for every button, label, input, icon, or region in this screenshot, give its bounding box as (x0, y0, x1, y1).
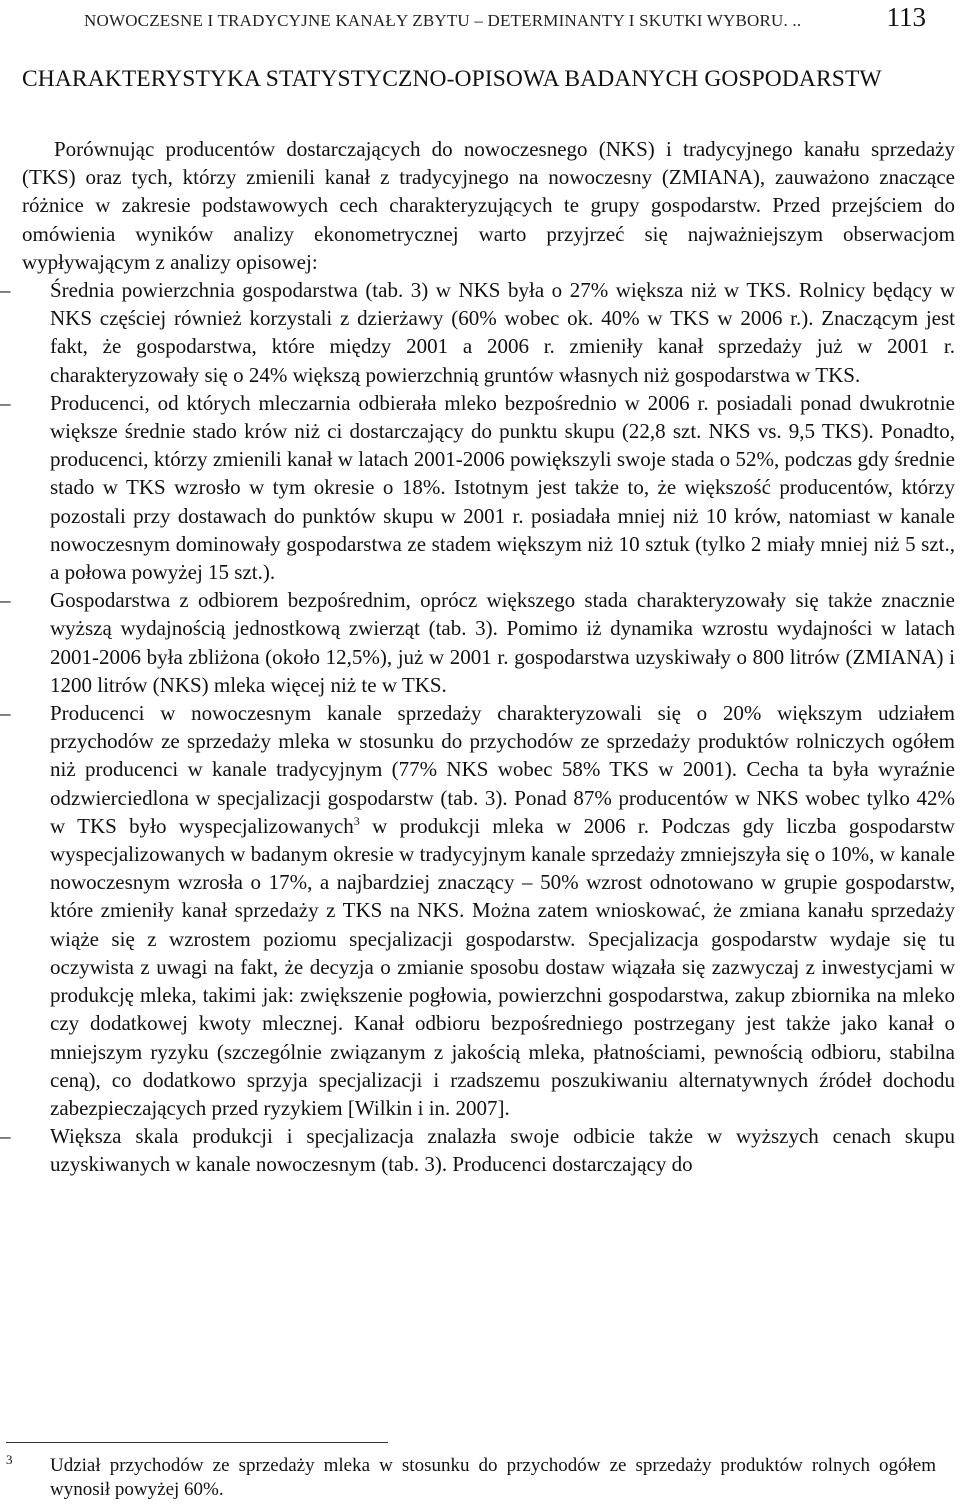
body-text (0, 135, 955, 1179)
footnote-text: Udział przychodów ze sprzedaży mleka w stosunku do przychodów ze sprzedaży produktów rolnych ogółem wynosił powyżej 60%. (50, 1455, 936, 1500)
list-dash: – (0, 1124, 11, 1149)
list-item-text-before-ref: Producenci w nowoczesnym kanale sprzedaży charakteryzowali się o 20% większym udziałem przychodów ze sprzedaży mleka w stosunku do przychodów ze sprzedaży produktów rolniczych ogółem niż producenci w kanale tradycyjnym (77% NKS wobec 58% TKS w 2001). Cecha ta była wyraźnie odzwierciedlona w specjalizacji gospodarstw (tab. 3). Ponad 87% producentów w NKS wobec tylko 42% w TKS było wyspecjalizowanych (50, 701, 955, 838)
running-title: NOWOCZESNE I TRADYCYJNE KANAŁY ZBYTU – DETERMINANTY I SKUTKI WYBORU. .. (84, 11, 802, 30)
list-item-text: Producenci, od których mleczarnia odbierała mleko bezpośrednio w 2006 r. posiadali ponad dwukrotnie większe średnie stado krów niż ci dostarczający do punktu skupu (22,8 szt. NKS vs. 9,5 TKS). Ponadto, producenci, którzy zmienili kanał w latach 2001-2006 powiększyli swoje stada o 52%, podczas gdy średnie stado w TKS wzrosło w tym okresie o 18%. Istotnym jest także to, że większość producentów, którzy pozostali przy dostawach do punktów skupu w 2001 r. posiadała mniej niż 10 krów, natomiast w kanale nowoczesnym dominowały gospodarstwa ze stadem większym niż 10 sztuk (tylko 2 miały mniej niż 5 szt., a połowa powyżej 15 szt.). (50, 390, 955, 585)
list-item-text-after-ref: w produkcji mleka w 2006 r. Podczas gdy liczba gospodarstw wyspecjalizowanych w badanym okresie w tradycyjnym kanale sprzedaży zmniejszyła się o 10%, w kanale nowoczesnym wzrosła o 17%, a najbardziej znaczący – 50% wzrost odnotowano w grupie gospodarstw, które zmieniły kanał sprzedaży z TKS na NKS. Można zatem wnioskować, że zmiana kanału sprzedaży wiąże się z wzrostem poziomu specjalizacji gospodarstw. Specjalizacja gospodarstw wydaje się tu oczywista z uwagi na fakt, że decyzja o zmianie sposobu dostaw wiązała się zazwyczaj z inwestycjami w produkcję mleka, takimi jak: zwiększenie pogłowia, powierzchni gospodarstwa, zakup zbiornika na mleko czy dodatkowej kwoty mlecznej. Kanał odbioru bezpośredniego postrzegany jest także jako kanał o mniejszym ryzyku (szczególnie związanym z jakością mleka, płatnościami, pewnością odbioru, stabilna ceną), co dodatkowo sprzyja specjalizacji i rzadszemu poszukiwaniu alternatywnych źródeł dochodu zabezpieczających przed ryzykiem [Wilkin i in. 2007]. (50, 813, 955, 1120)
list-dash: – (0, 390, 11, 415)
list-item-text: Średnia powierzchnia gospodarstwa (tab. 3) w NKS była o 27% większa niż w TKS. Rolnicy będący w NKS częściej również korzystali z dzierżawy (60% wobec ok. 40% w TKS w 2006 r.). Znaczącym jest fakt, że gospodarstwa, które między 2001 a 2006 r. zmieniły kanał sprzedaży już w 2001 r. charakteryzowały się o 24% większą powierzchnią gruntów własnych niż gospodarstwa w TKS. (50, 278, 955, 387)
running-header (84, 2, 926, 32)
footnote-reference[interactable]: 3 (353, 813, 360, 828)
list-dash: – (0, 588, 11, 613)
list-item (0, 586, 955, 699)
list-item-text (50, 699, 955, 1122)
list-item-text: Większa skala produkcji i specjalizacja znalazła swoje odbicie także w wyższych cenach skupu uzyskiwanych w kanale nowoczesnym (tab. 3). Producenci dostarczający do (50, 1124, 955, 1177)
list-item (0, 276, 955, 389)
list-item (0, 699, 955, 1122)
list-item (0, 1122, 955, 1178)
section-heading: CHARAKTERYSTYKA STATYSTYCZNO-OPISOWA BADANYCH GOSPODARSTW (22, 66, 882, 92)
list-dash: – (0, 278, 11, 303)
page-number: 113 (886, 2, 926, 32)
intro-paragraph: Porównując producentów dostarczających do nowoczesnego (NKS) i tradycyjnego kanału sprzedaży (TKS) oraz tych, którzy zmienili kanał z tradycyjnego na nowoczesny (ZMIANA), zauważono znaczące różnice w zakresie podstawowych cech charakteryzujących te grupy gospodarstw. Przed przejściem do omówienia wyników analizy ekonometrycznej warto przyjrzeć się najważniejszym obserwacjom wypływającym z analizy opisowej: (22, 137, 955, 274)
list-dash: – (0, 701, 11, 726)
footnote (6, 1454, 936, 1502)
list-item (0, 389, 955, 586)
footnote-divider (6, 1442, 388, 1443)
observation-list (0, 276, 955, 1179)
footnote-number: 3 (6, 1452, 13, 1467)
list-item-text: Gospodarstwa z odbiorem bezpośrednim, oprócz większego stada charakteryzowały się także znacznie wyższą wydajnością jednostkową zwierząt (tab. 3). Pomimo iż dynamika wzrostu wydajności w latach 2001-2006 była zbliżona (około 12,5%), już w 2001 r. gospodarstwa uzyskiwały o 800 litrów (ZMIANA) i 1200 litrów (NKS) mleka więcej niż te w TKS. (50, 588, 955, 697)
